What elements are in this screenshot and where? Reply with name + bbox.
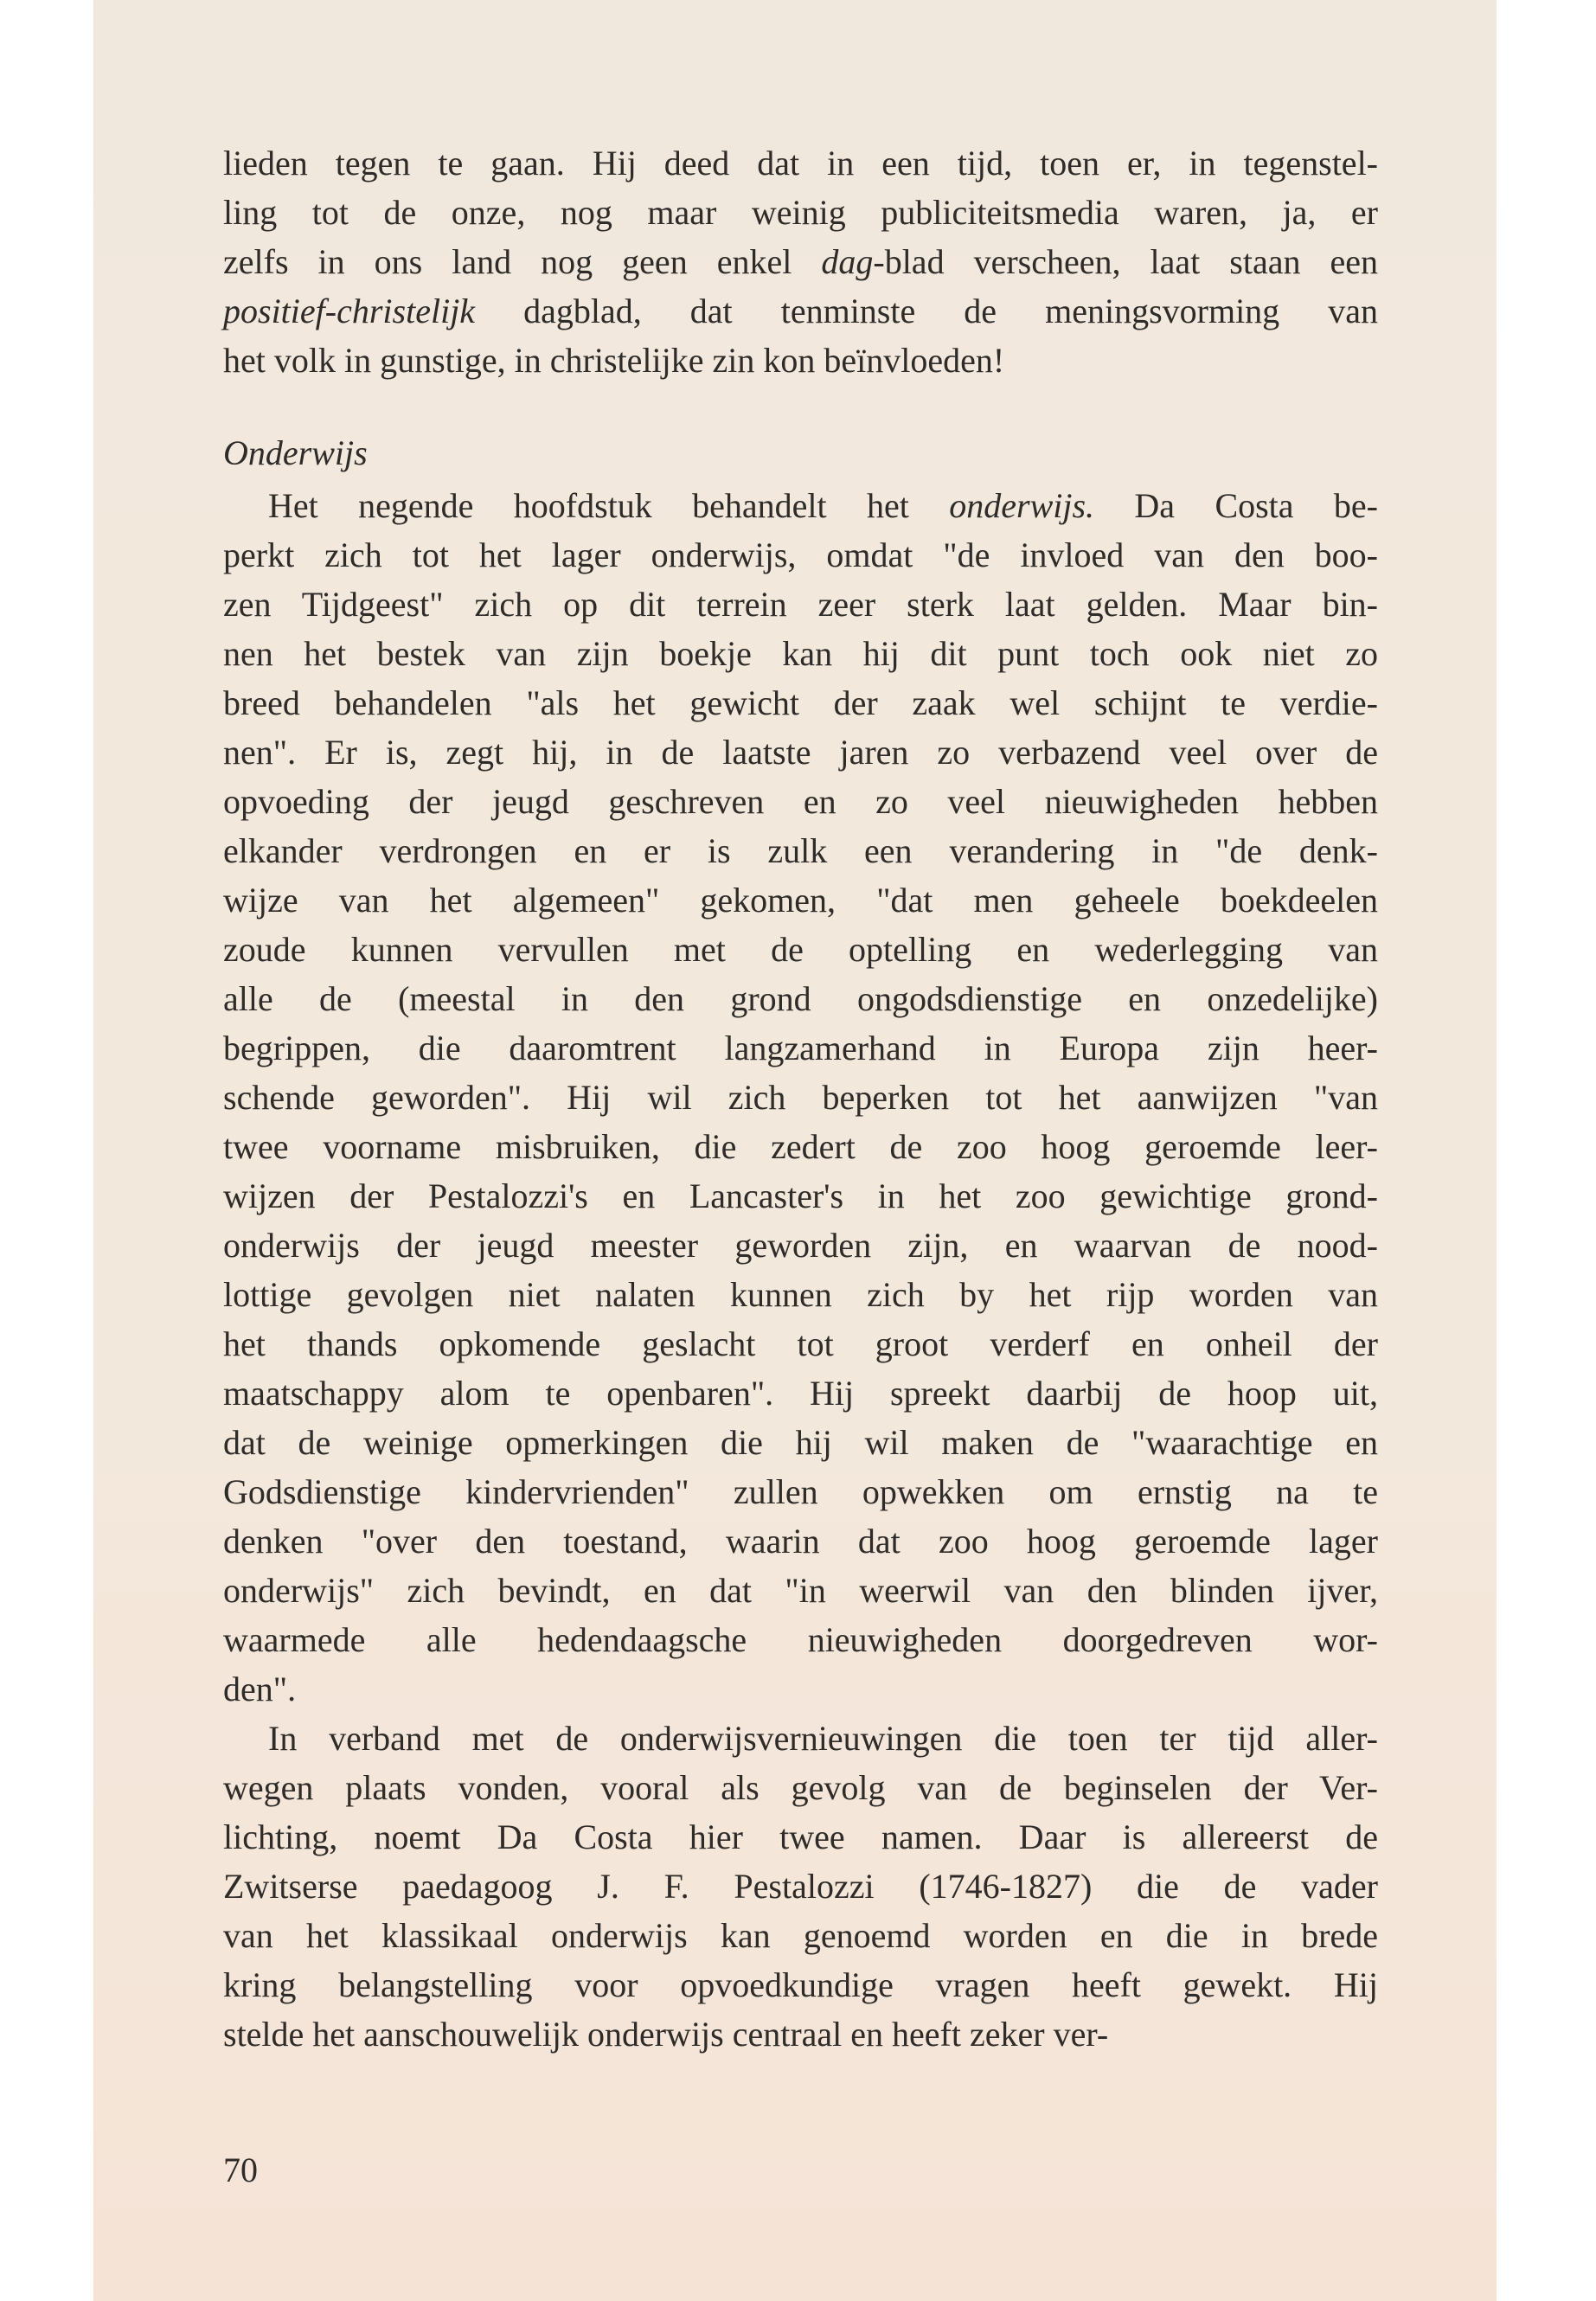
emphasis: positief-christelijk — [223, 292, 476, 330]
body-text — [223, 138, 1378, 2059]
text-line: zoude kunnen vervullen met de optelling en wederlegging van — [223, 930, 1378, 969]
text-line: dat de weinige opmerkingen die hij wil maken de "waarachtige en — [223, 1423, 1378, 1462]
text-line: kring belangstelling voor opvoedkundige vragen heeft gewekt. Hij — [223, 1965, 1378, 2004]
text-line: opvoeding der jeugd geschreven en zo veel nieuwigheden hebben — [223, 782, 1378, 821]
text-line: schende geworden". Hij wil zich beperken tot het aanwijzen "van — [223, 1078, 1378, 1117]
paragraph-1 — [223, 530, 1378, 1714]
text-line: breed behandelen "als het gewicht der zaak wel schijnt te verdie- — [223, 683, 1378, 722]
text-line: begrippen, die daaromtrent langzamerhand in Europa zijn heer- — [223, 1029, 1378, 1067]
text-line: denken "over den toestand, waarin dat zoo hoog geroemde lager — [223, 1522, 1378, 1561]
text-line — [223, 286, 1378, 336]
text-line: Godsdienstige kindervrienden" zullen opwekken om ernstig na te — [223, 1472, 1378, 1511]
text-line: het volk in gunstige, in christelijke zin kon beïnvloeden! — [223, 341, 1005, 380]
text-run: zelfs in ons land nog geen enkel — [223, 242, 822, 281]
text-line: wijzen der Pestalozzi's en Lancaster's in het zoo gewichtige grond- — [223, 1176, 1378, 1215]
text-line: het thands opkomende geslacht tot groot verderf en onheil der — [223, 1324, 1378, 1363]
text-line: lottige gevolgen niet nalaten kunnen zich by het rijp worden van — [223, 1275, 1378, 1314]
text-line: twee voorname misbruiken, die zedert de zoo hoog geroemde leer- — [223, 1127, 1378, 1166]
text-line: waarmede alle hedendaagsche nieuwigheden doorgedreven wor- — [223, 1620, 1378, 1659]
text-line: perkt zich tot het lager onderwijs, omdat "de invloed van den boo- — [223, 535, 1378, 574]
text-line — [223, 237, 1378, 286]
text-line: zen Tijdgeest" zich op dit terrein zeer sterk laat gelden. Maar bin- — [223, 585, 1378, 624]
text-line: van het klassikaal onderwijs kan genoemd worden en die in brede — [223, 1916, 1378, 1955]
text-line: den". — [223, 1670, 297, 1708]
text-line: Zwitserse paedagoog J. F. Pestalozzi (1746-1827) die de vader — [223, 1867, 1378, 1906]
section-heading: Onderwijs — [223, 433, 368, 472]
text-run: dagblad, dat tenminste de meningsvorming van — [475, 292, 1378, 330]
text-line: onderwijs" zich bevindt, en dat "in weerwil van den blinden ijver, — [223, 1571, 1378, 1610]
text-line: ling tot de onze, nog maar weinig publiciteitsmedia waren, ja, er — [223, 193, 1378, 232]
text-line: nen". Er is, zegt hij, in de laatste jaren zo verbazend veel over de — [223, 733, 1378, 772]
text-line: wegen plaats vonden, vooral als gevolg van de beginselen der Ver- — [223, 1768, 1378, 1807]
book-page — [93, 0, 1497, 2301]
text-line: onderwijs der jeugd meester geworden zijn, en waarvan de nood- — [223, 1226, 1378, 1265]
text-line: alle de (meestal in den grond ongodsdienstige en onzedelijke) — [223, 979, 1378, 1018]
text-run: Het negende hoofdstuk behandelt het — [268, 486, 950, 525]
text-line: maatschappy alom te openbaren". Hij spreekt daarbij de hoop uit, — [223, 1374, 1378, 1413]
paragraph-2 — [223, 1714, 1378, 2059]
text-line: wijze van het algemeen" gekomen, "dat men geheele boekdeelen — [223, 881, 1378, 920]
page-number: 70 — [223, 2150, 258, 2189]
text-line: lieden tegen te gaan. Hij deed dat in een tijd, toen er, in tegenstel- — [223, 144, 1378, 183]
text-line: nen het bestek van zijn boekje kan hij dit punt toch ook niet zo — [223, 634, 1378, 673]
text-run: Da Costa be- — [1094, 486, 1378, 525]
text-line: stelde het aanschouwelijk onderwijs centraal en heeft zeker ver- — [223, 2015, 1109, 2054]
text-run: -blad verscheen, laat staan een — [873, 242, 1378, 281]
text-line: elkander verdrongen en er is zulk een verandering in "de denk- — [223, 831, 1378, 870]
text-line: lichting, noemt Da Costa hier twee namen. Daar is allereerst de — [223, 1817, 1378, 1856]
emphasis: onderwijs. — [949, 486, 1095, 525]
text-line — [223, 481, 1378, 530]
text-line: In verband met de onderwijsvernieuwingen die toen ter tijd aller- — [268, 1719, 1378, 1758]
emphasis: dag — [821, 242, 874, 281]
